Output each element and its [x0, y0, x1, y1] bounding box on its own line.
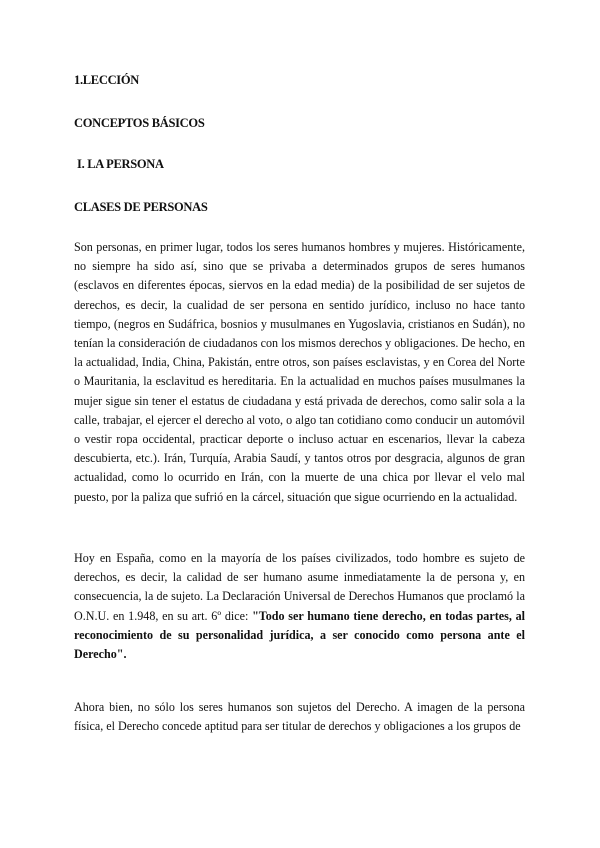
classes-heading: CLASES DE PERSONAS	[74, 200, 208, 214]
concepts-heading: CONCEPTOS BÁSICOS	[74, 116, 205, 130]
paragraph-1: Son personas, en primer lugar, todos los seres humanos hombres y mujeres. Históricamente, no siempre ha sido así, sino que se privaba a determinados grupos de seres humanos (esclavos en diferentes épocas, siervos en la edad media) de la posibilidad de ser sujetos de derechos, es decir, la cualidad de ser persona en sentido jurídico, incluso no hace tanto tiempo, (negros en Sudáfrica, bosnios y musulmanes en Yugoslavia, cristianos en Sudán), no tenían la consideración de ciudadanos con los mismos derechos y obligaciones. De hecho, en la actualidad, India, China, Pakistán, entre otros, son países esclavistas, y en Corea del Norte o Mauritania, la esclavitud es hereditaria. En la actualidad en muchos países musulmanes la mujer sigue sin tener el estatus de ciudadana y está privada de derechos, como salir sola a la calle, trabajar, el ejercer el derecho al voto, o algo tan cotidiano como conducir un automóvil o vestir ropa occidental, practicar deporte o incluso actuar en escenarios, llevar la cabeza descubierta, etc.). Irán, Turquía, Arabia Saudí, y tantos otros por desgracia, algunos de gran actualidad, como lo ocurrido en Irán, con la muerte de una chica por llevar el velo mal puesto, por la paliza que sufrió en la cárcel, situación que sigue ocurriendo en la actualidad.	[74, 240, 525, 504]
paragraph-2	[74, 549, 525, 664]
lesson-heading: 1.LECCIÓN	[74, 73, 140, 87]
paragraph-3: Ahora bien, no sólo los seres humanos son sujetos del Derecho. A imagen de la persona física, el Derecho concede aptitud para ser titular de derechos y obligaciones a los grupos de	[74, 700, 525, 734]
paragraph-2-quote: "Todo ser humano tiene derecho, en todas partes, al reconocimiento de su personalidad jurídica, a ser conocido como persona ante el Derecho".	[74, 608, 525, 662]
paragraph-2-intro: Hoy en España, como en la mayoría de los países civilizados, todo hombre es sujeto de derechos, es decir, la calidad de ser humano asume inmediatamente la de persona y, en consecuencia, la de sujeto. La Declaración Universal de Derechos Humanos que proclamó la O.N.U. en 1.948, en su art. 6º dice:	[74, 551, 525, 623]
person-heading: I. LA PERSONA	[77, 157, 164, 171]
